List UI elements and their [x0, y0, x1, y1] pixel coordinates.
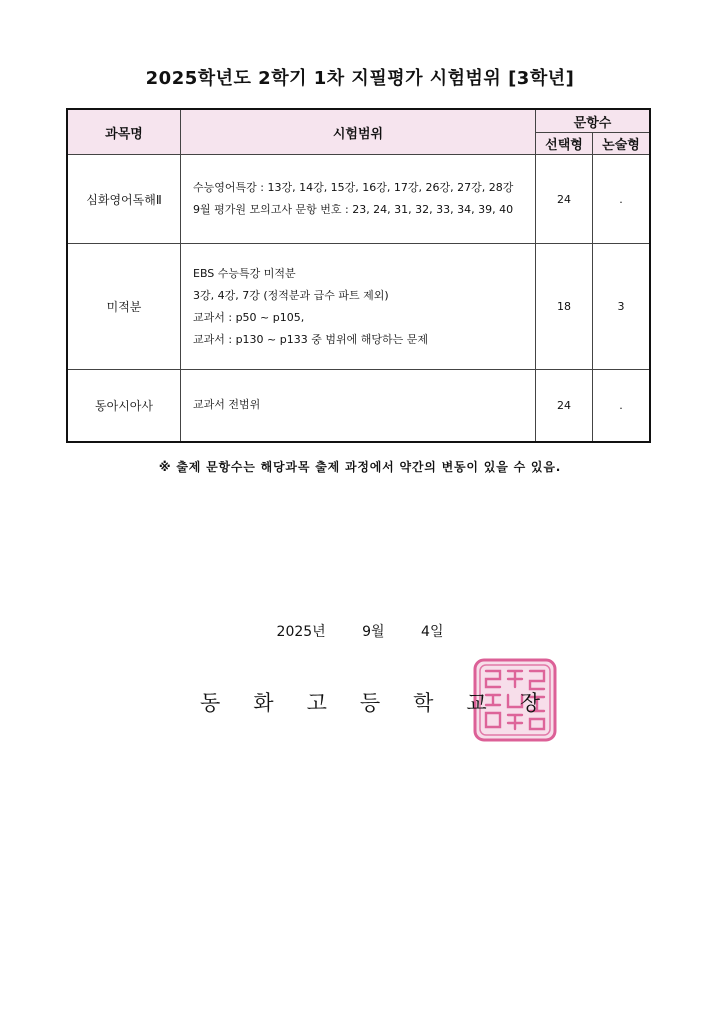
choice-count-cell: 24	[536, 155, 593, 244]
header-count: 문항수	[536, 109, 651, 133]
range-cell	[181, 244, 536, 370]
school-char: 동	[200, 691, 221, 715]
exam-range-table	[66, 108, 651, 443]
school-char: 고	[306, 691, 327, 715]
essay-count-cell: .	[593, 370, 651, 442]
table-row	[67, 244, 650, 370]
date-day: 4일	[421, 624, 444, 640]
range-cell	[181, 370, 536, 442]
school-char: 등	[359, 691, 381, 715]
school-char: 화	[253, 691, 274, 715]
principal-signature-line	[200, 687, 540, 717]
essay-count-cell: 3	[593, 244, 651, 370]
range-cell	[181, 155, 536, 244]
date-year: 2025년	[276, 624, 326, 640]
table-row	[67, 370, 650, 442]
range-line: 교과서 : p50 ~ p105,	[193, 310, 305, 324]
issue-date	[0, 621, 720, 641]
school-char: 장	[519, 691, 540, 715]
footnote: ※ 출제 문항수는 해당과목 출제 과정에서 약간의 변동이 있을 수 있음.	[158, 460, 562, 474]
range-line: 수능영어특강 : 13강, 14강, 15강, 16강, 17강, 26강, 27강, 28강	[193, 181, 514, 194]
school-char: 교	[466, 691, 487, 715]
range-line: 3강, 4강, 7강 (정적분과 급수 파트 제외)	[193, 288, 389, 302]
choice-count-cell: 24	[536, 370, 593, 442]
range-line: 교과서 전범위	[193, 398, 261, 412]
header-choice: 선택형	[536, 133, 593, 155]
subject-cell: 동아시아사	[67, 370, 181, 442]
header-essay: 논술형	[593, 133, 651, 155]
subject-cell: 심화영어독해Ⅱ	[67, 155, 181, 244]
document-title: 2025학년도 2학기 1차 지필평가 시험범위 [3학년]	[145, 68, 575, 89]
range-line: 교과서 : p130 ~ p133 중 범위에 해당하는 문제	[193, 332, 428, 346]
range-line: EBS 수능특강 미적분	[193, 266, 296, 280]
header-subject: 과목명	[67, 109, 181, 155]
subject-cell: 미적분	[67, 244, 181, 370]
choice-count-cell: 18	[536, 244, 593, 370]
range-line: 9월 평가원 모의고사 문항 번호 : 23, 24, 31, 32, 33, 34, 39, 40	[193, 203, 514, 216]
table-row	[67, 155, 650, 244]
school-char: 학	[413, 691, 434, 715]
date-month: 9월	[362, 624, 385, 640]
header-range: 시험범위	[181, 109, 536, 155]
essay-count-cell: .	[593, 155, 651, 244]
